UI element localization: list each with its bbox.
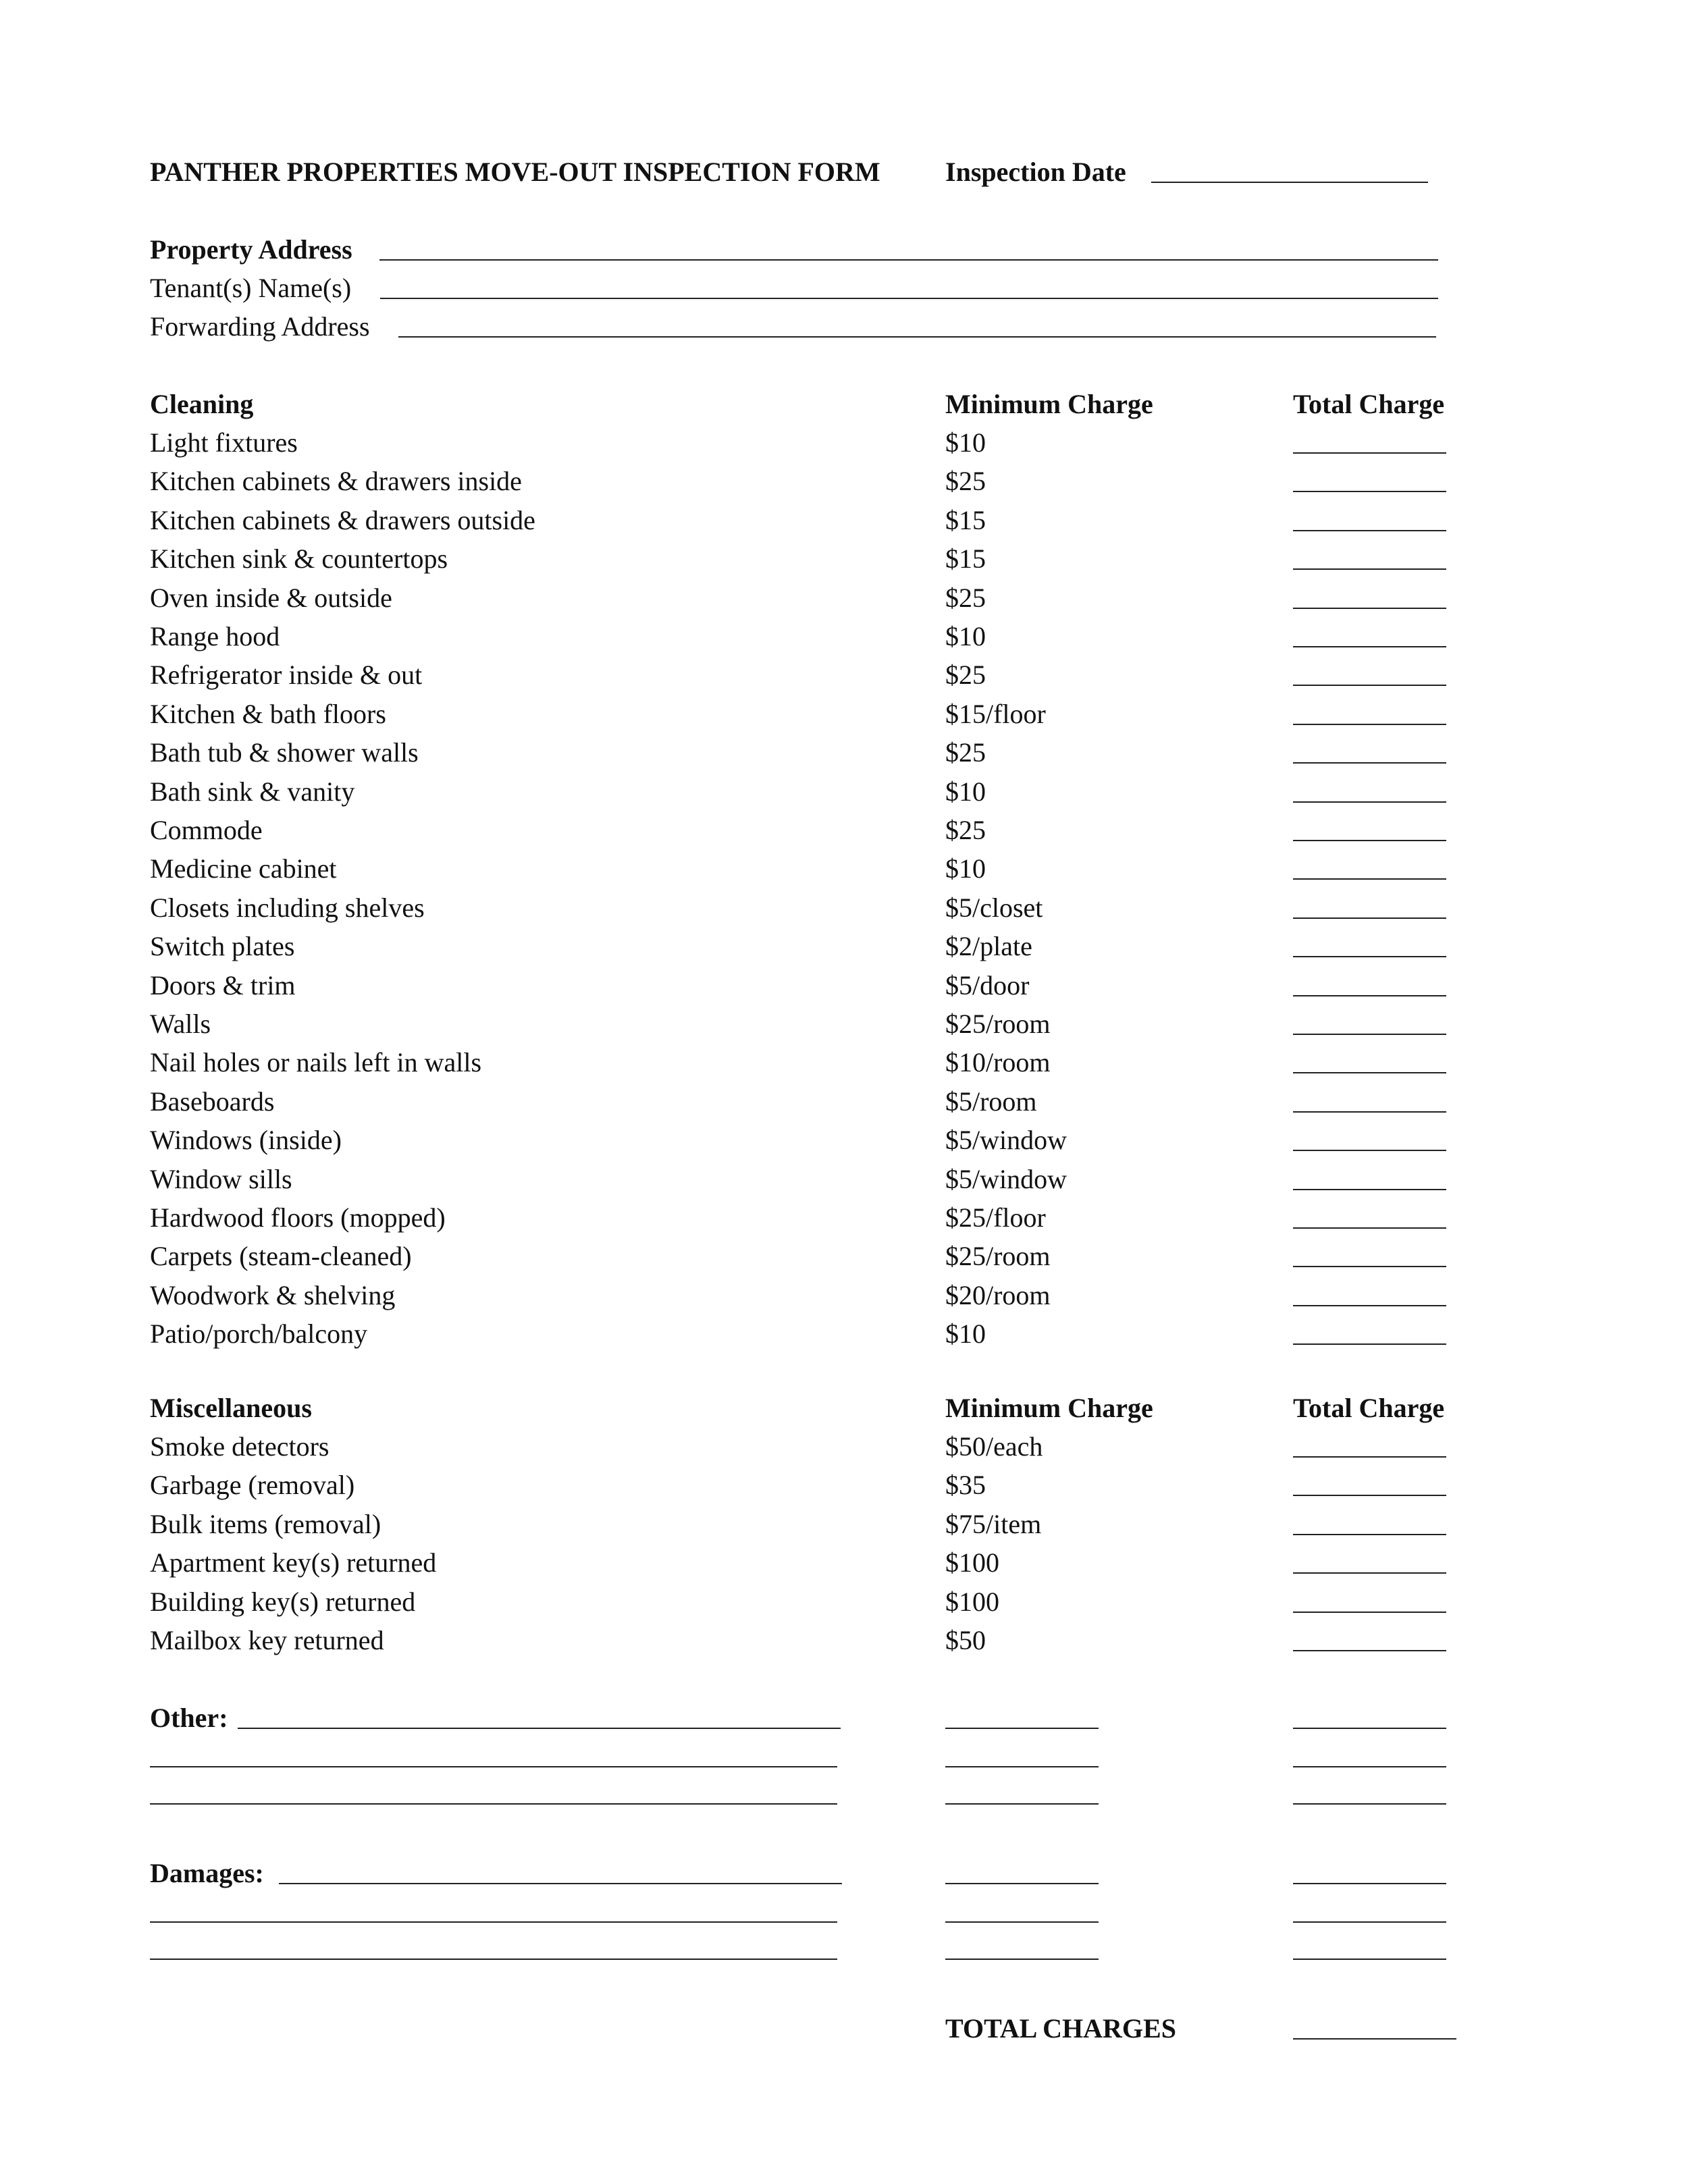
cleaning-item-label: Hardwood floors (mopped) xyxy=(150,1202,446,1233)
cleaning-item-min-charge: $10 xyxy=(945,427,986,458)
total-charges-field[interactable] xyxy=(1293,2038,1456,2040)
cleaning-item-label: Range hood xyxy=(150,621,280,651)
property-address-field[interactable] xyxy=(379,259,1438,261)
cleaning-item-min-charge: $15/floor xyxy=(945,698,1046,729)
misc-item-total-charge-field[interactable] xyxy=(1293,1534,1446,1535)
cleaning-item-total-charge-field[interactable] xyxy=(1293,608,1446,609)
cleaning-item-label: Carpets (steam-cleaned) xyxy=(150,1241,412,1272)
damages-min-charge-1[interactable] xyxy=(945,1883,1099,1884)
cleaning-item-label: Woodwork & shelving xyxy=(150,1279,396,1310)
cleaning-item-total-charge-field[interactable] xyxy=(1293,840,1446,841)
cleaning-item-label: Window sills xyxy=(150,1163,292,1194)
cleaning-item-min-charge: $10 xyxy=(945,1319,986,1350)
other-total-charge-2[interactable] xyxy=(1293,1766,1446,1767)
cleaning-item-label: Windows (inside) xyxy=(150,1125,342,1156)
cleaning-item-total-charge-field[interactable] xyxy=(1293,1034,1446,1035)
misc-item-total-charge-field[interactable] xyxy=(1293,1456,1446,1458)
cleaning-item-label: Nail holes or nails left in walls xyxy=(150,1047,482,1078)
cleaning-item-total-charge-field[interactable] xyxy=(1293,1072,1446,1073)
other-line-1[interactable] xyxy=(238,1728,841,1729)
cleaning-item-label: Doors & trim xyxy=(150,969,296,1001)
total-charges-label: TOTAL CHARGES xyxy=(945,2013,1176,2044)
cleaning-item-total-charge-field[interactable] xyxy=(1293,801,1446,803)
cleaning-item-total-charge-field[interactable] xyxy=(1293,762,1446,764)
cleaning-item-total-charge-field[interactable] xyxy=(1293,956,1446,957)
forwarding-address-field[interactable] xyxy=(398,336,1436,338)
misc-heading: Miscellaneous xyxy=(150,1393,312,1423)
other-line-2[interactable] xyxy=(150,1766,837,1767)
cleaning-item-min-charge: $20/room xyxy=(945,1279,1051,1310)
inspection-date-field[interactable] xyxy=(1151,182,1428,183)
cleaning-item-total-charge-field[interactable] xyxy=(1293,724,1446,725)
misc-total-charge-header: Total Charge xyxy=(1293,1393,1445,1423)
tenants-name-label: Tenant(s) Name(s) xyxy=(150,273,352,303)
cleaning-item-label: Baseboards xyxy=(150,1086,275,1117)
other-min-charge-1[interactable] xyxy=(945,1728,1099,1729)
cleaning-item-min-charge: $5/window xyxy=(945,1125,1067,1156)
damages-min-charge-3[interactable] xyxy=(945,1959,1099,1960)
cleaning-item-label: Kitchen & bath floors xyxy=(150,698,386,729)
damages-label: Damages: xyxy=(150,1858,264,1888)
cleaning-item-label: Medicine cabinet xyxy=(150,853,337,884)
cleaning-item-total-charge-field[interactable] xyxy=(1293,1227,1446,1229)
other-min-charge-3[interactable] xyxy=(945,1803,1099,1805)
damages-line-2[interactable] xyxy=(150,1921,837,1923)
cleaning-item-label: Patio/porch/balcony xyxy=(150,1319,368,1350)
cleaning-item-min-charge: $15 xyxy=(945,543,986,575)
damages-total-charge-1[interactable] xyxy=(1293,1883,1446,1884)
misc-item-label: Garbage (removal) xyxy=(150,1470,355,1501)
cleaning-item-min-charge: $25/room xyxy=(945,1009,1051,1039)
cleaning-item-total-charge-field[interactable] xyxy=(1293,646,1446,647)
property-address-label: Property Address xyxy=(150,234,352,265)
form-title: PANTHER PROPERTIES MOVE-OUT INSPECTION FORM xyxy=(150,157,880,187)
cleaning-item-total-charge-field[interactable] xyxy=(1293,530,1446,531)
cleaning-item-total-charge-field[interactable] xyxy=(1293,685,1446,686)
cleaning-item-label: Switch plates xyxy=(150,931,295,962)
misc-item-min-charge: $50/each xyxy=(945,1431,1043,1462)
misc-min-charge-header: Minimum Charge xyxy=(945,1393,1153,1423)
cleaning-item-label: Light fixtures xyxy=(150,427,298,458)
misc-item-label: Bulk items (removal) xyxy=(150,1508,381,1539)
cleaning-item-total-charge-field[interactable] xyxy=(1293,1305,1446,1306)
misc-item-min-charge: $75/item xyxy=(945,1508,1042,1539)
other-total-charge-3[interactable] xyxy=(1293,1803,1446,1805)
cleaning-item-total-charge-field[interactable] xyxy=(1293,1266,1446,1267)
damages-line-3[interactable] xyxy=(150,1959,837,1960)
misc-item-label: Apartment key(s) returned xyxy=(150,1547,437,1578)
cleaning-item-min-charge: $25 xyxy=(945,737,986,768)
misc-item-min-charge: $100 xyxy=(945,1586,999,1617)
cleaning-item-min-charge: $25 xyxy=(945,582,986,613)
inspection-date-label: Inspection Date xyxy=(945,157,1126,187)
cleaning-item-min-charge: $10 xyxy=(945,621,986,651)
misc-item-total-charge-field[interactable] xyxy=(1293,1495,1446,1496)
cleaning-item-min-charge: $5/door xyxy=(945,969,1030,1001)
cleaning-item-total-charge-field[interactable] xyxy=(1293,491,1446,492)
cleaning-item-label: Oven inside & outside xyxy=(150,582,392,613)
cleaning-min-charge-header: Minimum Charge xyxy=(945,389,1153,419)
cleaning-item-min-charge: $10 xyxy=(945,853,986,884)
cleaning-item-min-charge: $2/plate xyxy=(945,931,1032,962)
cleaning-item-label: Commode xyxy=(150,815,263,845)
cleaning-item-total-charge-field[interactable] xyxy=(1293,568,1446,570)
cleaning-item-total-charge-field[interactable] xyxy=(1293,452,1446,454)
misc-item-total-charge-field[interactable] xyxy=(1293,1612,1446,1613)
cleaning-item-min-charge: $5/closet xyxy=(945,892,1043,923)
other-line-3[interactable] xyxy=(150,1803,837,1805)
other-label: Other: xyxy=(150,1703,228,1733)
misc-item-label: Mailbox key returned xyxy=(150,1625,384,1655)
misc-item-label: Smoke detectors xyxy=(150,1431,329,1462)
cleaning-item-min-charge: $5/room xyxy=(945,1086,1037,1117)
cleaning-item-min-charge: $25/floor xyxy=(945,1202,1046,1233)
cleaning-item-min-charge: $10/room xyxy=(945,1047,1051,1078)
cleaning-item-min-charge: $25 xyxy=(945,466,986,497)
cleaning-item-label: Walls xyxy=(150,1009,211,1039)
cleaning-item-label: Refrigerator inside & out xyxy=(150,660,423,691)
forwarding-address-label: Forwarding Address xyxy=(150,311,370,342)
cleaning-item-total-charge-field[interactable] xyxy=(1293,1150,1446,1151)
misc-item-total-charge-field[interactable] xyxy=(1293,1650,1446,1651)
misc-item-label: Building key(s) returned xyxy=(150,1586,416,1617)
cleaning-item-min-charge: $25/room xyxy=(945,1241,1051,1272)
cleaning-item-total-charge-field[interactable] xyxy=(1293,917,1446,919)
cleaning-item-total-charge-field[interactable] xyxy=(1293,1343,1446,1345)
cleaning-item-label: Kitchen sink & countertops xyxy=(150,543,448,575)
cleaning-item-label: Kitchen cabinets & drawers inside xyxy=(150,466,522,497)
misc-item-min-charge: $100 xyxy=(945,1547,999,1578)
misc-item-min-charge: $35 xyxy=(945,1470,986,1501)
cleaning-heading: Cleaning xyxy=(150,389,254,419)
damages-min-charge-2[interactable] xyxy=(945,1921,1099,1923)
cleaning-item-min-charge: $15 xyxy=(945,504,986,535)
misc-item-total-charge-field[interactable] xyxy=(1293,1572,1446,1574)
other-total-charge-1[interactable] xyxy=(1293,1728,1446,1729)
other-min-charge-2[interactable] xyxy=(945,1766,1099,1767)
cleaning-item-min-charge: $10 xyxy=(945,776,986,807)
cleaning-item-label: Bath tub & shower walls xyxy=(150,737,419,768)
cleaning-item-total-charge-field[interactable] xyxy=(1293,995,1446,996)
cleaning-item-min-charge: $25 xyxy=(945,660,986,691)
tenants-name-field[interactable] xyxy=(380,298,1438,299)
cleaning-item-total-charge-field[interactable] xyxy=(1293,878,1446,880)
cleaning-item-total-charge-field[interactable] xyxy=(1293,1111,1446,1113)
cleaning-item-min-charge: $5/window xyxy=(945,1163,1067,1194)
damages-line-1[interactable] xyxy=(279,1883,842,1884)
cleaning-item-min-charge: $25 xyxy=(945,815,986,845)
cleaning-total-charge-header: Total Charge xyxy=(1293,389,1445,419)
cleaning-item-label: Kitchen cabinets & drawers outside xyxy=(150,504,535,535)
cleaning-item-total-charge-field[interactable] xyxy=(1293,1189,1446,1190)
cleaning-item-label: Bath sink & vanity xyxy=(150,776,355,807)
misc-item-min-charge: $50 xyxy=(945,1625,986,1655)
damages-total-charge-2[interactable] xyxy=(1293,1921,1446,1923)
damages-total-charge-3[interactable] xyxy=(1293,1959,1446,1960)
cleaning-item-label: Closets including shelves xyxy=(150,892,425,923)
